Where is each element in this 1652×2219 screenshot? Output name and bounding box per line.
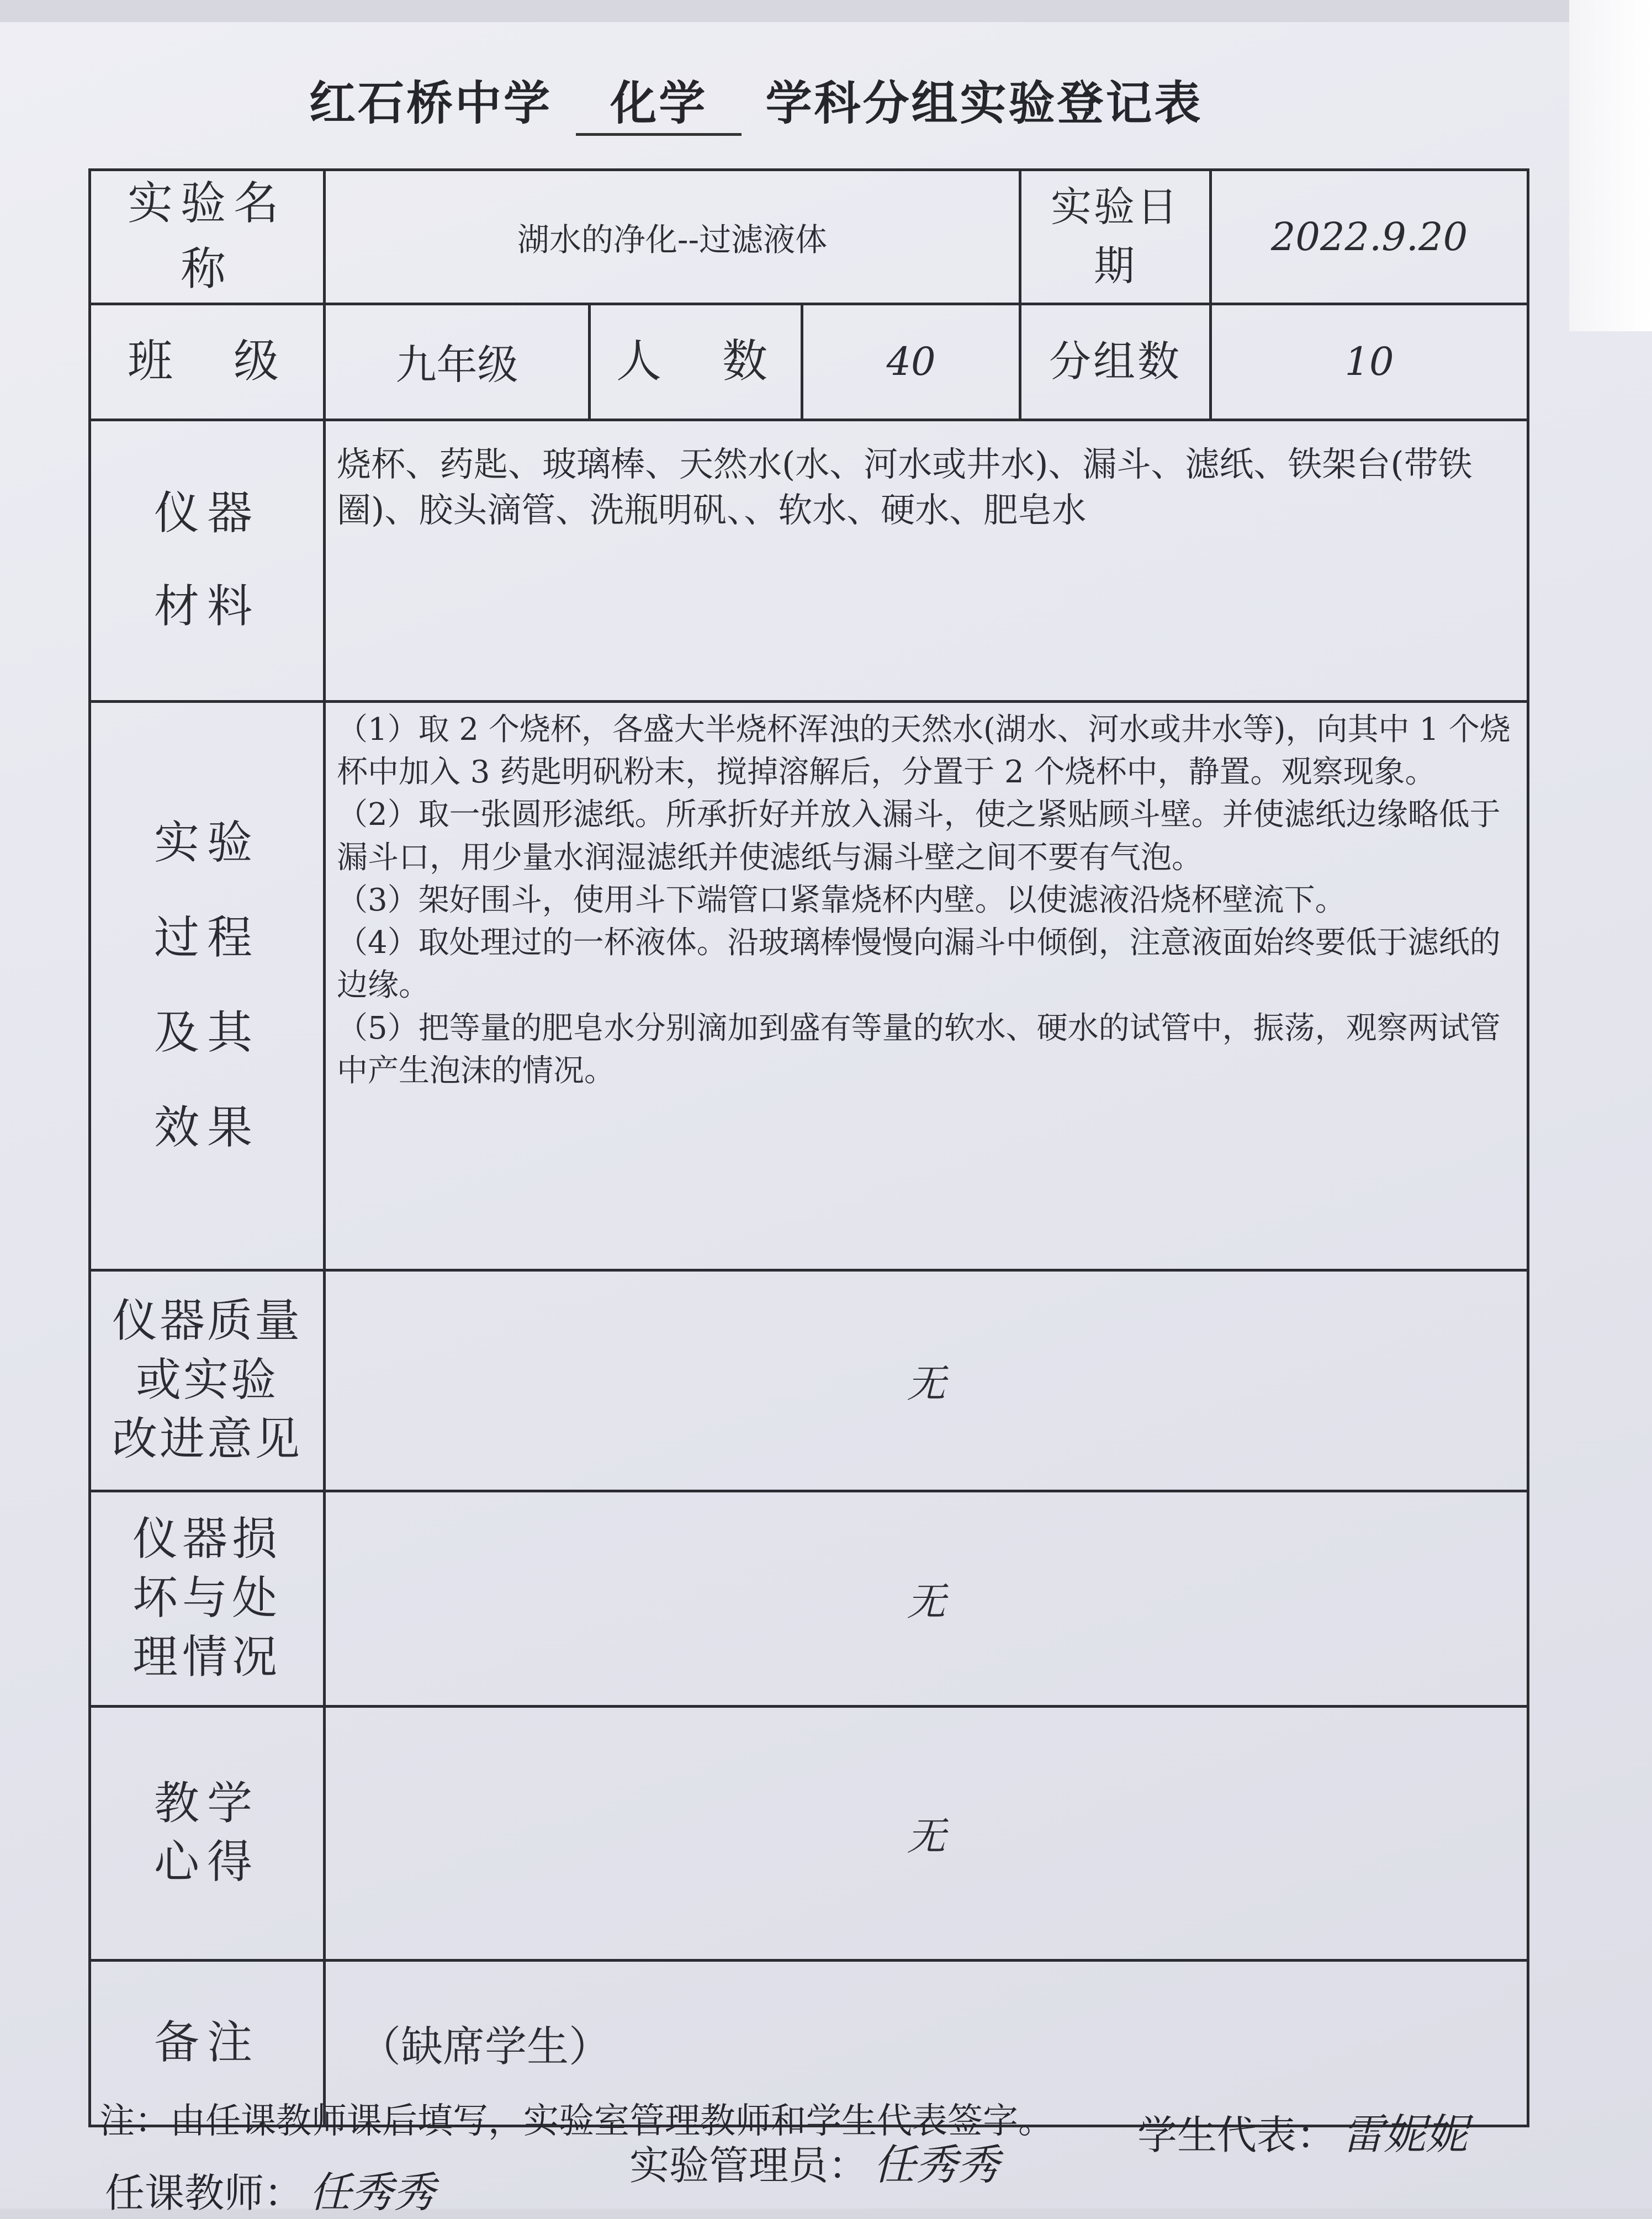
- lab-admin-label: 实验管理员：: [629, 2142, 869, 2189]
- remarks-value: （缺席学生）: [325, 1960, 1528, 2126]
- process-label-line: 效果: [153, 1101, 260, 1154]
- quality-label-line: 或实验: [135, 1353, 278, 1406]
- groups-label: 分组数: [1020, 304, 1211, 420]
- teacher-label: 任课教师：: [105, 2170, 304, 2216]
- process-step: （2）取一张圆形滤纸。所承折好并放入漏斗，使之紧贴顾斗壁。并使滤纸边缘略低于漏斗口，用少量水润湿滤纸并使滤纸与漏斗壁之间不要有气泡。: [337, 797, 1501, 876]
- people-label: 人 数: [590, 304, 802, 420]
- row-process: [90, 701, 1528, 1270]
- damage-label-line: 仪器损: [132, 1513, 282, 1566]
- damage-value: 无: [325, 1491, 1528, 1706]
- subject-field: 化学: [576, 66, 742, 136]
- process-label-line: 实验: [153, 816, 260, 869]
- quality-label-line: 仪器质量: [112, 1295, 302, 1348]
- row-class: [90, 304, 1528, 420]
- row-exp-name: [90, 170, 1528, 304]
- process-label-line: 及其: [153, 1007, 260, 1060]
- materials-label-line: 仪器: [153, 487, 260, 540]
- quality-value: 无: [325, 1270, 1528, 1491]
- teacher-signature-line: [105, 2159, 435, 2219]
- remarks-label: 备注: [90, 1960, 325, 2126]
- groups-value: 10: [1211, 304, 1528, 420]
- process-label: [90, 701, 325, 1270]
- process-step: （3）架好围斗，使用斗下端管口紧靠烧杯内壁。以使滤液沿烧杯壁流下。: [337, 882, 1346, 918]
- process-step: （5）把等量的肥皂水分别滴加到盛有等量的软水、硬水的试管中，振荡，观察两试管中产生泡沫的情况。: [337, 1010, 1501, 1089]
- damage-label-line: 坏与处: [132, 1571, 282, 1624]
- materials-label: [90, 420, 325, 701]
- student-rep-signature-line: [1137, 2101, 1468, 2161]
- exp-name-value: 湖水的净化--过滤液体: [325, 170, 1020, 304]
- teaching-value: 无: [325, 1706, 1528, 1960]
- school-name: 红石桥中学: [309, 76, 553, 130]
- damage-label: [90, 1491, 325, 1706]
- process-label-line: 过程: [153, 912, 260, 965]
- student-rep-label: 学生代表：: [1137, 2112, 1337, 2158]
- form-title: [309, 66, 1358, 136]
- exp-name-label: 实验名称: [90, 170, 325, 304]
- damage-label-line: 理情况: [132, 1630, 282, 1683]
- exp-date-value: 2022.9.20: [1211, 170, 1528, 304]
- quality-label-line: 改进意见: [112, 1412, 302, 1465]
- row-teaching: [90, 1706, 1528, 1960]
- teaching-label-line: 心得: [153, 1836, 260, 1889]
- class-label: 班 级: [90, 304, 325, 420]
- form-title-text: 学科分组实验登记表: [765, 76, 1203, 130]
- lab-admin-signature: 任秀秀: [873, 2140, 1000, 2189]
- people-value: 40: [802, 304, 1020, 420]
- materials-label-line: 材料: [153, 580, 260, 633]
- row-damage: [90, 1491, 1528, 1706]
- teaching-label: [90, 1706, 325, 1960]
- process-step: （4）取处理过的一杯液体。沿玻璃棒慢慢向漏斗中倾倒，注意液面始终要低于滤纸的边缘。: [337, 925, 1501, 1004]
- exp-date-label: 实验日期: [1020, 170, 1211, 304]
- paper-edge: [1569, 0, 1652, 331]
- student-rep-signature: 雷妮妮: [1342, 2110, 1468, 2159]
- class-value: 九年级: [325, 304, 590, 420]
- quality-label: [90, 1270, 325, 1491]
- process-value: [325, 701, 1528, 1270]
- footer-note: 注：由任课教师课后填写，实验室管理教师和学生代表签字。: [99, 2101, 1053, 2142]
- teacher-signature: 任秀秀: [309, 2168, 436, 2217]
- row-materials: [90, 420, 1528, 701]
- teaching-label-line: 教学: [153, 1777, 260, 1830]
- process-step: （1）取 2 个烧杯，各盛大半烧杯浑浊的天然水(湖水、河水或井水等)，向其中 1 个烧杯中加入 3 药匙明矾粉末，搅掉溶解后，分置于 2 个烧杯中，静置。观察现象。: [337, 711, 1511, 791]
- materials-value: 烧杯、药匙、玻璃棒、天然水(水、河水或井水)、漏斗、滤纸、铁架台(带铁圈)、胶头滴管、洗瓶明矾、、软水、硬水、肥皂水: [325, 420, 1528, 701]
- registration-table: [88, 168, 1529, 2127]
- row-quality: [90, 1270, 1528, 1491]
- lab-admin-signature-line: [629, 2131, 999, 2191]
